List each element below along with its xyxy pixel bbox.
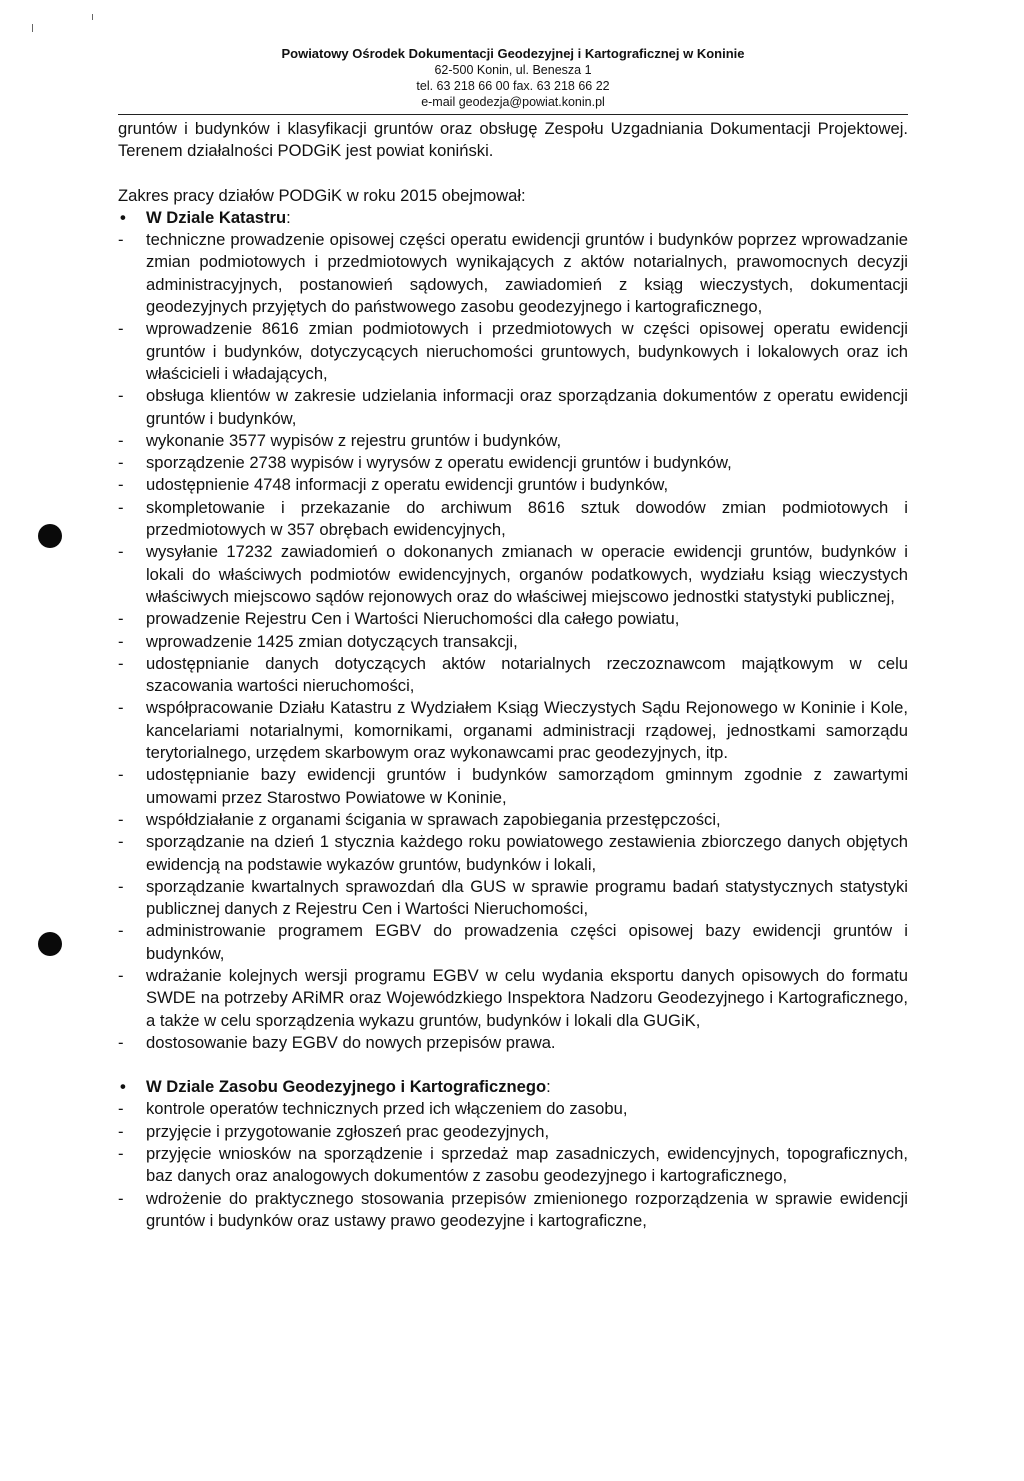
punch-hole	[38, 524, 62, 548]
dash-mark: -	[118, 319, 124, 339]
document-body	[118, 118, 908, 1232]
scan-mark	[32, 24, 33, 32]
list-item-text: udostępnianie bazy ewidencji gruntów i budynków samorządom gminnym zgodnie z zawartymi umowami przez Starostwo Powiatowe w Koninie,	[146, 765, 908, 807]
letterhead-phone: tel. 63 218 66 00 fax. 63 218 66 22	[416, 79, 610, 93]
spacer	[118, 1054, 908, 1076]
list-item-text: wdrażanie kolejnych wersji programu EGBV w celu wydania eksportu danych opisowych do formatu SWDE na potrzeby ARiMR oraz Wojewódzkiego Inspektora Nadzoru Geodezyjnego i Kartograficznego, a także w celu sporządzenia wykazu gruntów, budynków i lokali dla GUGiK,	[146, 965, 908, 1030]
section-title-text: W Dziale Katastru	[146, 207, 287, 227]
scan-mark	[92, 14, 93, 20]
section-title	[118, 1076, 908, 1098]
list-item-text: współdziałanie z organami ścigania w sprawach zapobiegania przestępczości,	[146, 809, 721, 829]
list-item	[118, 697, 908, 764]
list-item	[118, 318, 908, 385]
list-item-text: udostępnianie danych dotyczących aktów notarialnych rzeczoznawcom majątkowym w celu szacowania wartości nieruchomości,	[146, 653, 908, 696]
dash-mark: -	[118, 386, 124, 406]
dash-mark: -	[118, 453, 124, 473]
scope-paragraph: Zakres pracy działów PODGiK w roku 2015 obejmował:	[118, 185, 526, 205]
list-item	[118, 1098, 908, 1120]
dash-mark: -	[118, 809, 124, 829]
dash-mark: -	[118, 965, 124, 985]
letterhead	[118, 46, 908, 110]
list-item	[118, 608, 908, 630]
letterhead-email: e-mail geodezja@powiat.konin.pl	[421, 95, 605, 109]
list-item	[118, 965, 908, 1032]
dash-mark: -	[118, 876, 124, 896]
list-item-text: techniczne prowadzenie opisowej części operatu ewidencji gruntów i budynków poprzez wprowadzanie zmian podmiotowych i przedmiotowych wynikających z aktów notarialnych, prawomocnych decyzji administracyjnych, postanowień sądowych, zawiadomień z ksiąg wieczystych, dokumentacji geodezyjnych przyjętych do państwowego zasobu geodezyjnego i kartograficznego,	[146, 230, 908, 317]
dash-mark: -	[118, 698, 124, 718]
section-title-text: W Dziale Zasobu Geodezyjnego i Kartograficznego	[146, 1077, 547, 1097]
list-item	[118, 876, 908, 921]
list-item	[118, 430, 908, 452]
list-item	[118, 1188, 908, 1233]
section-title	[118, 207, 908, 229]
section-geodetic-resources	[118, 1076, 908, 1232]
list-item-text: przyjęcie i przygotowanie zgłoszeń prac geodezyjnych,	[146, 1121, 550, 1141]
list-item-text: sporządzanie kwartalnych sprawozdań dla GUS w sprawie programu badań statystycznych statystyki publicznej danych z Rejestru Cen i Wartości Nieruchomości,	[146, 876, 908, 919]
resources-task-list	[118, 1098, 908, 1232]
dash-mark: -	[118, 1144, 124, 1164]
dash-mark: -	[118, 542, 124, 562]
list-item	[118, 474, 908, 496]
list-item-text: kontrole operatów technicznych przed ich włączeniem do zasobu,	[146, 1099, 628, 1119]
dash-mark: -	[118, 1188, 124, 1208]
list-item-text: administrowanie programem EGBV do prowadzenia części opisowej bazy ewidencji gruntów i budynków,	[146, 921, 908, 963]
dash-mark: -	[118, 430, 124, 450]
list-item-text: wprowadzenie 8616 zmian podmiotowych i przedmiotowych w części opisowej operatu ewidencji gruntów i budynków, dotyczycących nieruchomości gruntowych, budynkowych i lokalowych oraz ich właścicieli i władających,	[146, 319, 908, 383]
letterhead-organization: Powiatowy Ośrodek Dokumentacji Geodezyjnej i Kartograficznej w Koninie	[281, 46, 745, 61]
list-item	[118, 653, 908, 698]
list-item	[118, 920, 908, 965]
list-item-text: wysyłanie 17232 zawiadomień o dokonanych zmianach w operacie ewidencji gruntów, budynków i lokali do właściwych podmiotów ewidencyjnych, organów podatkowych, wydziału ksiąg wieczystych właściwych miejscowo sądów rejonowych oraz do właściwej miejscowo jednostki statystyki publicznej,	[146, 542, 908, 606]
list-item	[118, 809, 908, 831]
section-cadastre	[118, 207, 908, 1054]
dash-mark: -	[118, 631, 124, 651]
list-item-text: prowadzenie Rejestru Cen i Wartości Nieruchomości dla całego powiatu,	[146, 609, 680, 629]
letterhead-rule	[118, 114, 908, 115]
letterhead-address: 62-500 Konin, ul. Benesza 1	[434, 63, 592, 77]
cadastre-task-list	[118, 229, 908, 1054]
list-item-text: obsługa klientów w zakresie udzielania informacji oraz sporządzania dokumentów z operatu ewidencji gruntów i budynków,	[146, 386, 908, 428]
list-item	[118, 1121, 908, 1143]
dash-mark: -	[118, 475, 124, 495]
dash-mark: -	[118, 497, 124, 517]
dash-mark: -	[118, 921, 124, 941]
bullet-mark: •	[120, 207, 126, 227]
list-item	[118, 385, 908, 430]
list-item-text: skompletowanie i przekazanie do archiwum 8616 sztuk dowodów zmian podmiotowych i przedmiotowych w 357 obrębach ewidencyjnych,	[146, 497, 908, 540]
dash-mark: -	[118, 832, 124, 852]
list-item-text: sporządzenie 2738 wypisów i wyrysów z operatu ewidencji gruntów i budynków,	[146, 453, 732, 473]
dash-mark: -	[118, 653, 124, 673]
list-item-text: współpracowanie Działu Katastru z Wydziałem Ksiąg Wieczystych Sądu Rejonowego w Koninie i Kole, kancelariami notarialnymi, komornikami, organami administracji rządowej, jednostkami samorządu terytorialnego, urzędem skarbowym oraz wykonawcami prac geodezyjnych, itp.	[146, 698, 908, 763]
list-item	[118, 452, 908, 474]
list-item	[118, 1143, 908, 1188]
dash-mark: -	[118, 230, 124, 250]
list-item-text: udostępnienie 4748 informacji z operatu ewidencji gruntów i budynków,	[146, 475, 669, 495]
dash-mark: -	[118, 609, 124, 629]
dash-mark: -	[118, 1032, 124, 1052]
section-title-colon: :	[286, 207, 291, 227]
list-item	[118, 541, 908, 608]
spacer	[118, 163, 908, 185]
punch-hole	[38, 932, 62, 956]
list-item-text: sporządzanie na dzień 1 stycznia każdego roku powiatowego zestawienia zbiorczego danych objętych ewidencją na podstawie wykazów gruntów, budynków i lokali,	[146, 832, 908, 874]
bullet-mark: •	[120, 1077, 126, 1097]
list-item	[118, 831, 908, 876]
list-item	[118, 1032, 908, 1054]
list-item-text: wykonanie 3577 wypisów z rejestru gruntów i budynków,	[146, 430, 562, 450]
dash-mark: -	[118, 1121, 124, 1141]
list-item-text: przyjęcie wniosków na sporządzenie i sprzedaż map zasadniczych, ewidencyjnych, topograficznych, baz danych oraz analogowych dokumentów z zasobu geodezyjnego i kartograficznego,	[146, 1144, 908, 1186]
list-item-text: wprowadzenie 1425 zmian dotyczących transakcji,	[146, 631, 518, 651]
dash-mark: -	[118, 1099, 124, 1119]
list-item	[118, 631, 908, 653]
section-title-colon: :	[546, 1077, 551, 1097]
intro-paragraph: gruntów i budynków i klasyfikacji gruntów oraz obsługę Zespołu Uzgadniania Dokumentacji Projektowej. Terenem działalności PODGiK jest powiat koniński.	[118, 119, 908, 161]
list-item-text: wdrożenie do praktycznego stosowania przepisów zmienionego rozporządzenia w sprawie ewidencji gruntów i budynków oraz ustawy prawo geodezyjne i kartograficzne,	[146, 1188, 908, 1230]
list-item	[118, 764, 908, 809]
list-item	[118, 229, 908, 318]
list-item-text: dostosowanie bazy EGBV do nowych przepisów prawa.	[146, 1032, 556, 1052]
dash-mark: -	[118, 765, 124, 785]
list-item	[118, 497, 908, 542]
